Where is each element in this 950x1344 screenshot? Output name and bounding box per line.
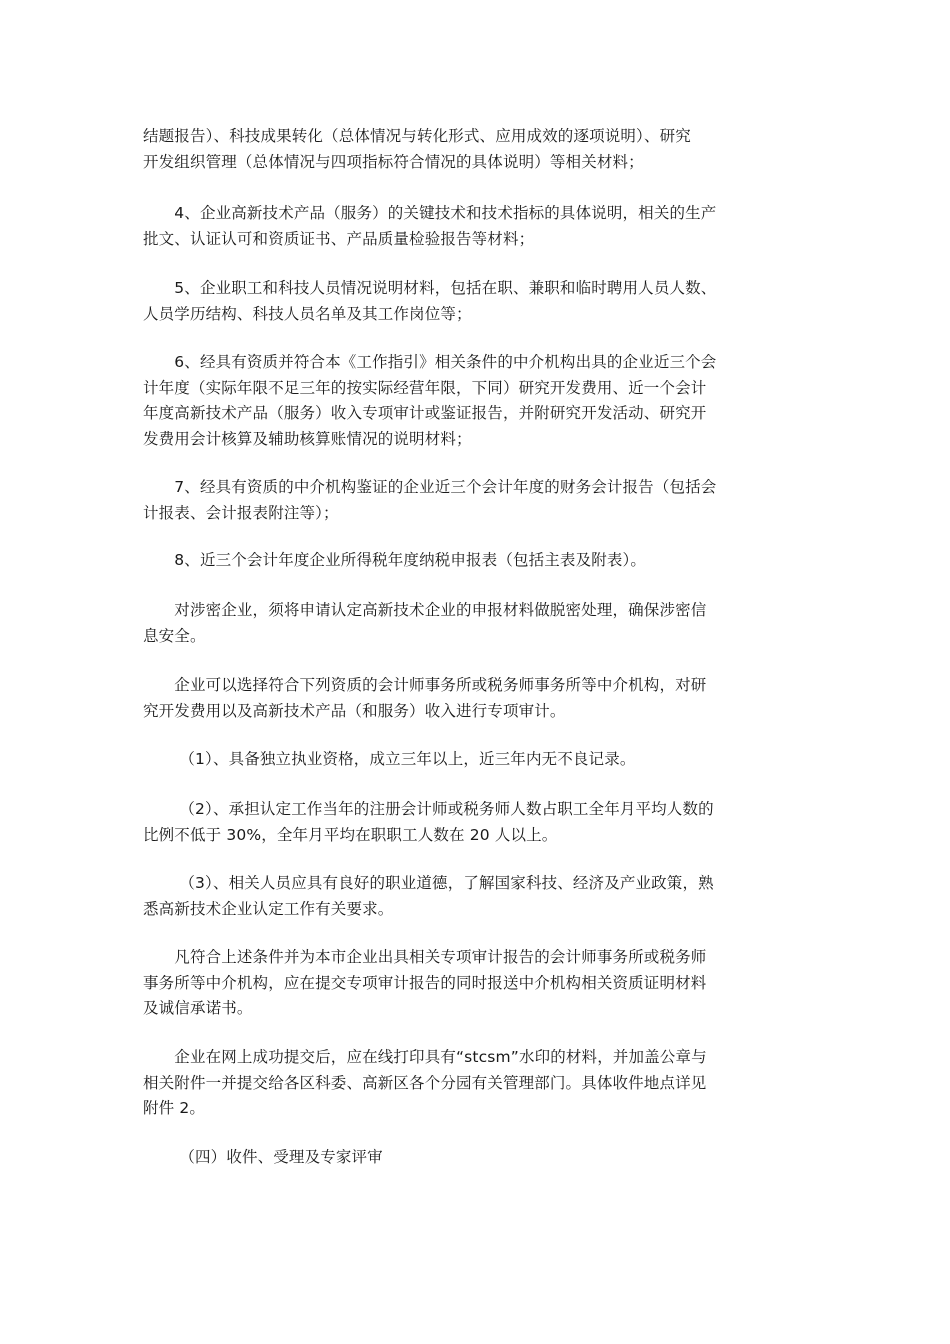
paragraph-requirement-1 bbox=[143, 747, 811, 773]
paragraph-item-4 bbox=[143, 201, 811, 252]
text-line: 年度高新技术产品（服务）收入专项审计或鉴证报告，并附研究开发活动、研究开 bbox=[143, 404, 707, 422]
section-heading-review bbox=[143, 1145, 811, 1171]
text-line: （四）收件、受理及专家评审 bbox=[143, 1148, 383, 1166]
paragraph-confidential bbox=[143, 598, 811, 649]
text-line: 相关附件一并提交给各区科委、高新区各个分园有关管理部门。具体收件地点详见 bbox=[143, 1073, 707, 1092]
text-line: 企业可以选择符合下列资质的会计师事务所或税务师事务所等中介机构，对研 bbox=[143, 676, 707, 694]
paragraph-report-materials bbox=[143, 124, 811, 175]
paragraph-item-5 bbox=[143, 276, 811, 327]
text-line: 究开发费用以及高新技术产品（和服务）收入进行专项审计。 bbox=[143, 701, 566, 720]
paragraph-requirement-2 bbox=[143, 797, 811, 848]
text-line: 事务所等中介机构，应在提交专项审计报告的同时报送中介机构相关资质证明材料 bbox=[143, 973, 707, 992]
text-line: （1）、具备独立执业资格，成立三年以上，近三年内无不良记录。 bbox=[143, 750, 636, 768]
text-line: 开发组织管理（总体情况与四项指标符合情况的具体说明）等相关材料； bbox=[143, 152, 644, 171]
paragraph-item-8 bbox=[143, 548, 811, 574]
text-line: 及诚信承诺书。 bbox=[143, 999, 253, 1017]
text-line: 凡符合上述条件并为本市企业出具相关专项审计报告的会计师事务所或税务师 bbox=[143, 948, 707, 966]
text-line: 结题报告）、科技成果转化（总体情况与转化形式、应用成效的逐项说明）、研究 bbox=[143, 127, 691, 145]
text-line: 发费用会计核算及辅助核算账情况的说明材料； bbox=[143, 429, 472, 448]
text-line: 比例不低于 30%，全年月平均在职职工人数在 20 人以上。 bbox=[143, 825, 558, 844]
paragraph-audit-agency bbox=[143, 673, 811, 724]
text-line: 计报表、会计报表附注等）； bbox=[143, 503, 339, 522]
text-line: 7、经具有资质的中介机构鉴证的企业近三个会计年度的财务会计报告（包括会 bbox=[143, 478, 717, 496]
text-line: 8、近三个会计年度企业所得税年度纳税申报表（包括主表及附表）。 bbox=[143, 551, 647, 569]
paragraph-agency-submission bbox=[143, 945, 811, 1022]
text-line: 息安全。 bbox=[143, 626, 206, 645]
paragraph-item-6 bbox=[143, 350, 811, 452]
text-line: 企业在网上成功提交后，应在线打印具有“stcsm”水印的材料，并加盖公章与 bbox=[143, 1048, 707, 1066]
text-line: （2）、承担认定工作当年的注册会计师或税务师人数占职工全年月平均人数的 bbox=[143, 800, 714, 818]
paragraph-requirement-3 bbox=[143, 871, 811, 922]
text-line: 6、经具有资质并符合本《工作指引》相关条件的中介机构出具的企业近三个会 bbox=[143, 353, 717, 371]
text-line: 5、企业职工和科技人员情况说明材料，包括在职、兼职和临时聘用人员人数、 bbox=[143, 279, 717, 297]
text-line: 人员学历结构、科技人员名单及其工作岗位等； bbox=[143, 304, 472, 323]
paragraph-item-7 bbox=[143, 475, 811, 526]
text-line: 附件 2。 bbox=[143, 1099, 206, 1117]
text-line: 计年度（实际年限不足三年的按实际经营年限，下同）研究开发费用、近一个会计 bbox=[143, 378, 707, 397]
text-line: 悉高新技术企业认定工作有关要求。 bbox=[143, 899, 394, 918]
text-line: 4、企业高新技术产品（服务）的关键技术和技术指标的具体说明，相关的生产 bbox=[143, 204, 717, 222]
text-line: （3）、相关人员应具有良好的职业道德，了解国家科技、经济及产业政策，熟 bbox=[143, 874, 714, 892]
paragraph-online-submission bbox=[143, 1045, 811, 1122]
text-line: 对涉密企业，须将申请认定高新技术企业的申报材料做脱密处理，确保涉密信 bbox=[143, 601, 707, 619]
text-line: 批文、认证认可和资质证书、产品质量检验报告等材料； bbox=[143, 229, 535, 248]
